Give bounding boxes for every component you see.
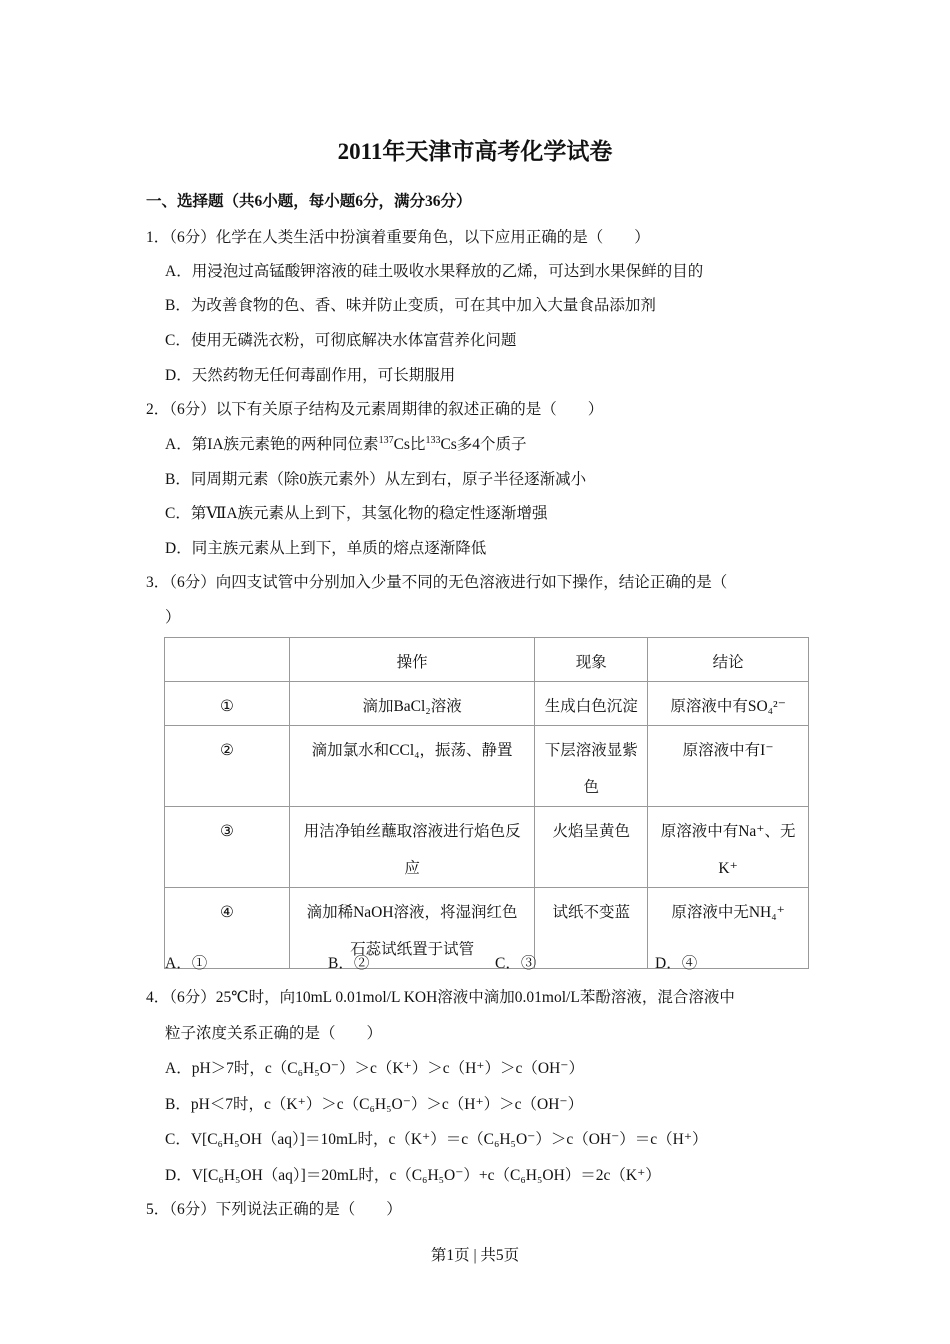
question-3-option-d: D．④	[655, 955, 698, 972]
question-3-option-b: B．②	[328, 955, 370, 972]
question-4-option-a: A．pH＞7时，c（C₆H₅O⁻）＞c（K⁺）＞c（H⁺）＞c（OH⁻）	[165, 1060, 584, 1077]
question-1-option-c: C．使用无磷洗衣粉，可彻底解决水体富营养化问题	[165, 332, 517, 349]
table-row	[165, 682, 809, 726]
phenomenon-cell: 试纸不变蓝	[535, 888, 648, 969]
question-1-option-b: B．为改善食物的色、香、味并防止变质，可在其中加入大量食品添加剂	[165, 297, 656, 314]
operation-cell: 滴加稀NaOH溶液，将湿润红色 石蕊试纸置于试管	[289, 888, 535, 969]
table-row	[165, 807, 809, 888]
question-2-option-b: B．同周期元素（除0族元素外）从左到右，原子半径逐渐减小	[165, 471, 587, 488]
phenomenon-cell: 生成白色沉淀	[535, 682, 648, 726]
operation-cell: 滴加氯水和CCl₄，振荡、静置	[289, 726, 535, 807]
table-header-cell: 现象	[535, 638, 648, 682]
question-3-stem: 3．（6分）向四支试管中分别加入少量不同的无色溶液进行如下操作，结论正确的是（	[146, 574, 728, 591]
table-header-cell: 结论	[648, 638, 809, 682]
page-footer: 第1页 | 共5页	[430, 1247, 520, 1264]
row-number: ①	[165, 682, 290, 726]
question-4-option-b: B．pH＜7时，c（K⁺）＞c（C₆H₅O⁻）＞c（H⁺）＞c（OH⁻）	[165, 1096, 584, 1113]
operation-cell: 用洁净铂丝蘸取溶液进行焰色反 应	[289, 807, 535, 888]
conclusion-cell: 原溶液中有SO₄²⁻	[648, 682, 809, 726]
phenomenon-cell: 下层溶液显紫 色	[535, 726, 648, 807]
question-2-option-c: C．第ⅦA族元素从上到下，其氢化物的稳定性逐渐增强	[165, 505, 548, 522]
question-5-stem: 5．（6分）下列说法正确的是（ ）	[146, 1201, 402, 1218]
row-number: ③	[165, 807, 290, 888]
table-row	[165, 888, 809, 969]
question-4-stem-cont: 粒子浓度关系正确的是（ ）	[165, 1025, 383, 1042]
conclusion-cell: 原溶液中无NH₄⁺	[648, 888, 809, 969]
question-3-stem-end: ）	[165, 609, 181, 626]
table-header-cell	[165, 638, 290, 682]
question-3-option-a: A．①	[165, 955, 208, 972]
row-number: ④	[165, 888, 290, 969]
question-4-option-d: D．V[C₆H₅OH（aq）]＝20mL时，c（C₆H₅O⁻）+c（C₆H₅OH）＝2c（K⁺）	[165, 1167, 661, 1184]
question-4-stem: 4．（6分）25℃时，向10mL 0.01mol/L KOH溶液中滴加0.01mol/L苯酚溶液，混合溶液中	[146, 989, 735, 1006]
table-row	[165, 726, 809, 807]
question-2-option-a: A．第IA族元素铯的两种同位素$^{137}$Cs比$^{133}$Cs多4个质子	[165, 435, 527, 453]
conclusion-cell: 原溶液中有I⁻	[648, 726, 809, 807]
operation-cell: 滴加BaCl₂溶液	[289, 682, 535, 726]
question-1-option-d: D．天然药物无任何毒副作用，可长期服用	[165, 367, 456, 384]
question-1-stem: 1．（6分）化学在人类生活中扮演着重要角色，以下应用正确的是（ ）	[146, 229, 650, 246]
question-2-option-d: D．同主族元素从上到下，单质的熔点逐渐降低	[165, 540, 487, 557]
question-3-option-c: C．③	[495, 955, 537, 972]
phenomenon-cell: 火焰呈黄色	[535, 807, 648, 888]
question-1-option-a: A．用浸泡过高锰酸钾溶液的硅土吸收水果释放的乙烯，可达到水果保鲜的目的	[165, 263, 704, 280]
question-4-option-c: C．V[C₆H₅OH（aq）]＝10mL时，c（K⁺）＝c（C₆H₅O⁻）＞c（OH⁻）＝c（H⁺）	[165, 1131, 708, 1148]
table-header-row	[165, 638, 809, 682]
experiment-table	[164, 637, 809, 969]
row-number: ②	[165, 726, 290, 807]
section-heading: 一、选择题（共6小题，每小题6分，满分36分）	[146, 193, 472, 210]
conclusion-cell: 原溶液中有Na⁺、无 K⁺	[648, 807, 809, 888]
table-header-cell: 操作	[289, 638, 535, 682]
question-2-stem: 2．（6分）以下有关原子结构及元素周期律的叙述正确的是（ ）	[146, 401, 604, 418]
page-title: 2011年天津市高考化学试卷	[337, 139, 613, 164]
